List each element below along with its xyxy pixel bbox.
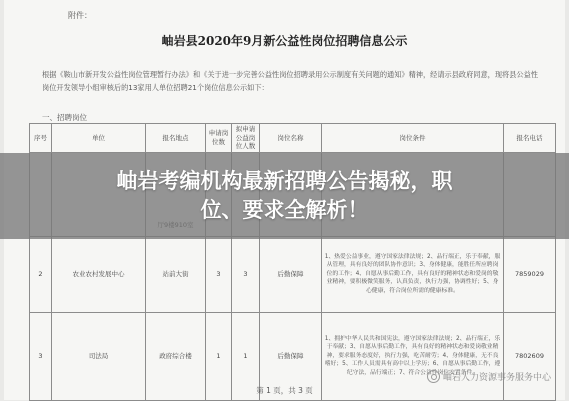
header-conditions: 岗位条件 xyxy=(322,124,504,153)
section-heading: 一、招聘岗位 xyxy=(42,113,87,122)
cell-no: 2 xyxy=(30,236,52,312)
cell-planned: 3 xyxy=(232,236,260,312)
cell-location: 政府综合楼 xyxy=(146,312,206,400)
table-header-row xyxy=(30,124,556,153)
cell-post: 后勤保障 xyxy=(260,236,322,312)
headline-line-2: 位、要求全解析！ xyxy=(200,198,369,222)
header-requested: 申请岗位数 xyxy=(206,124,232,153)
table-row xyxy=(30,236,556,312)
headline-line-1: 岫岩考编机构最新招聘公告揭秘，职 xyxy=(116,169,453,193)
header-planned: 拟申请公益岗位人数 xyxy=(232,124,260,153)
header-post: 岗位名称 xyxy=(260,124,322,153)
header-phone: 报名电话 xyxy=(504,124,556,153)
cell-requested: 1 xyxy=(206,312,232,400)
cell-location: 站前大街 xyxy=(146,236,206,312)
header-no: 序号 xyxy=(30,124,52,153)
attachment-label: 附件： xyxy=(68,11,92,20)
header-unit: 单位 xyxy=(52,124,146,153)
cell-conditions: 1、热爱公益事业，遵守国家法律法规；2、品行端正，乐于奉献，服从管理，具有良好的团队协作意识；3、身体健康，能胜任所应聘岗位的工作；4、自愿从事后勤工作，具有良好的精神状态和爱岗的敬业精神，要积极微笑服务，认真负责，执行力强，协调性好；5、身心健康，符合岗位所需的健康标准。 xyxy=(322,236,504,312)
cell-no: 3 xyxy=(30,312,52,400)
cell-phone: 7859029 xyxy=(504,236,556,312)
intro-paragraph: 根据《鞍山市新开发公益性岗位管理暂行办法》和《关于进一步完善公益性岗位招聘录用公示制度有关问题的通知》精神，经请示县政府同意，现将县公益性岗位开发领导小组审核后的13家用人单位招聘21个岗位信息公示如下： xyxy=(42,70,538,92)
cell-unit: 司法局 xyxy=(52,312,146,400)
cell-phone: 7802609 xyxy=(504,312,556,400)
watermark-text: 岫岩人力资源事务服务中心 xyxy=(442,373,551,383)
cell-post: 后勤保障 xyxy=(260,312,322,400)
cell-requested: 3 xyxy=(206,236,232,312)
cell-planned: 1 xyxy=(232,312,260,400)
header-location: 报名地点 xyxy=(146,124,206,153)
cell-unit: 农业农村发展中心 xyxy=(52,236,146,312)
document-title: 岫岩县2020年9月新公益性岗位招聘信息公示 xyxy=(161,34,408,48)
page-indicator: 第 1 页，共 3 页 xyxy=(256,386,313,395)
wechat-channel-icon xyxy=(427,370,440,383)
cell-conditions: 1、拥护中华人民共和国宪法，遵守国家法律法规；2、品行端正，乐于奉献；3、自愿从事后勤工作，具有良好的精神状态和爱岗敬业精神，要求服务态度好，执行力强，吃苦耐劳；4、身体健康，无不良嗜好；5、工作人员需具有高中以上学历；6、自愿从事后勤工作，遵纪守法，品行端正；7、符合公益性岗位安置条件。 xyxy=(322,312,504,400)
watermark xyxy=(427,370,551,383)
headline-text xyxy=(0,167,569,225)
